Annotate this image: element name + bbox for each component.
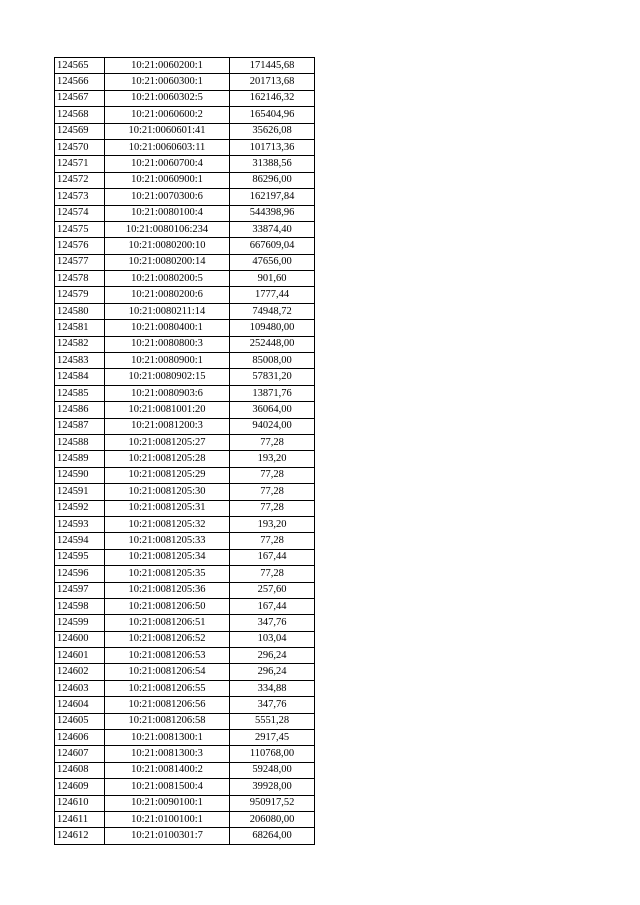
row-number-cell: 124579: [55, 287, 105, 303]
row-number-cell: 124596: [55, 566, 105, 582]
cadastral-number-cell: 10:21:0081206:51: [105, 615, 230, 631]
table-row: [55, 811, 315, 827]
amount-cell: 193,20: [230, 516, 315, 532]
amount-cell: 57831,20: [230, 369, 315, 385]
table-row: [55, 746, 315, 762]
amount-cell: 544398,96: [230, 205, 315, 221]
row-number-cell: 124575: [55, 221, 105, 237]
table-row: [55, 172, 315, 188]
table-row: [55, 779, 315, 795]
cadastral-number-cell: 10:21:0081206:52: [105, 631, 230, 647]
cadastral-number-cell: 10:21:0080900:1: [105, 353, 230, 369]
cadastral-number-cell: 10:21:0080200:14: [105, 254, 230, 270]
amount-cell: 109480,00: [230, 320, 315, 336]
table-row: [55, 451, 315, 467]
amount-cell: 77,28: [230, 533, 315, 549]
amount-cell: 68264,00: [230, 828, 315, 844]
amount-cell: 33874,40: [230, 221, 315, 237]
row-number-cell: 124587: [55, 418, 105, 434]
amount-cell: 162146,32: [230, 90, 315, 106]
row-number-cell: 124607: [55, 746, 105, 762]
row-number-cell: 124595: [55, 549, 105, 565]
amount-cell: 950917,52: [230, 795, 315, 811]
cadastral-number-cell: 10:21:0081205:36: [105, 582, 230, 598]
amount-cell: 162197,84: [230, 189, 315, 205]
row-number-cell: 124601: [55, 648, 105, 664]
amount-cell: 77,28: [230, 500, 315, 516]
amount-cell: 94024,00: [230, 418, 315, 434]
row-number-cell: 124586: [55, 402, 105, 418]
table-row: [55, 303, 315, 319]
cadastral-number-cell: 10:21:0081205:28: [105, 451, 230, 467]
table-row: [55, 680, 315, 696]
amount-cell: 252448,00: [230, 336, 315, 352]
table-row: [55, 500, 315, 516]
table-body: [55, 58, 315, 845]
row-number-cell: 124568: [55, 107, 105, 123]
table-row: [55, 221, 315, 237]
row-number-cell: 124594: [55, 533, 105, 549]
row-number-cell: 124611: [55, 811, 105, 827]
amount-cell: 296,24: [230, 648, 315, 664]
row-number-cell: 124597: [55, 582, 105, 598]
cadastral-number-cell: 10:21:0081205:31: [105, 500, 230, 516]
amount-cell: 103,04: [230, 631, 315, 647]
amount-cell: 13871,76: [230, 385, 315, 401]
table-row: [55, 828, 315, 844]
row-number-cell: 124608: [55, 762, 105, 778]
table-row: [55, 238, 315, 254]
table-row: [55, 418, 315, 434]
table-row: [55, 74, 315, 90]
table-row: [55, 369, 315, 385]
table-row: [55, 566, 315, 582]
cadastral-number-cell: 10:21:0100100:1: [105, 811, 230, 827]
cadastral-number-cell: 10:21:0081205:32: [105, 516, 230, 532]
row-number-cell: 124574: [55, 205, 105, 221]
row-number-cell: 124610: [55, 795, 105, 811]
amount-cell: 35626,08: [230, 123, 315, 139]
cadastral-number-cell: 10:21:0080902:15: [105, 369, 230, 385]
row-number-cell: 124598: [55, 598, 105, 614]
amount-cell: 2917,45: [230, 730, 315, 746]
cadastral-number-cell: 10:21:0081400:2: [105, 762, 230, 778]
table-row: [55, 762, 315, 778]
amount-cell: 206080,00: [230, 811, 315, 827]
table-row: [55, 516, 315, 532]
row-number-cell: 124573: [55, 189, 105, 205]
row-number-cell: 124584: [55, 369, 105, 385]
table-row: [55, 713, 315, 729]
cadastral-number-cell: 10:21:0081205:29: [105, 467, 230, 483]
cadastral-number-cell: 10:21:0081500:4: [105, 779, 230, 795]
cadastral-number-cell: 10:21:0081205:34: [105, 549, 230, 565]
amount-cell: 5551,28: [230, 713, 315, 729]
table-row: [55, 533, 315, 549]
table-row: [55, 205, 315, 221]
cadastral-number-cell: 10:21:0080200:5: [105, 271, 230, 287]
table-row: [55, 631, 315, 647]
amount-cell: 257,60: [230, 582, 315, 598]
cadastral-number-cell: 10:21:0100301:7: [105, 828, 230, 844]
table-row: [55, 139, 315, 155]
cadastral-number-cell: 10:21:0081206:58: [105, 713, 230, 729]
row-number-cell: 124576: [55, 238, 105, 254]
amount-cell: 31388,56: [230, 156, 315, 172]
row-number-cell: 124567: [55, 90, 105, 106]
cadastral-number-cell: 10:21:0081300:1: [105, 730, 230, 746]
cadastral-number-cell: 10:21:0081205:33: [105, 533, 230, 549]
row-number-cell: 124602: [55, 664, 105, 680]
cadastral-number-cell: 10:21:0081206:56: [105, 697, 230, 713]
cadastral-number-cell: 10:21:0080800:3: [105, 336, 230, 352]
row-number-cell: 124589: [55, 451, 105, 467]
amount-cell: 77,28: [230, 566, 315, 582]
amount-cell: 85008,00: [230, 353, 315, 369]
row-number-cell: 124572: [55, 172, 105, 188]
cadastral-number-cell: 10:21:0081001:20: [105, 402, 230, 418]
row-number-cell: 124566: [55, 74, 105, 90]
row-number-cell: 124599: [55, 615, 105, 631]
amount-cell: 77,28: [230, 484, 315, 500]
amount-cell: 193,20: [230, 451, 315, 467]
amount-cell: 165404,96: [230, 107, 315, 123]
table-row: [55, 107, 315, 123]
cadastral-number-cell: 10:21:0081200:3: [105, 418, 230, 434]
cadastral-number-cell: 10:21:0090100:1: [105, 795, 230, 811]
amount-cell: 296,24: [230, 664, 315, 680]
amount-cell: 901,60: [230, 271, 315, 287]
row-number-cell: 124590: [55, 467, 105, 483]
cadastral-number-cell: 10:21:0081205:27: [105, 434, 230, 450]
cadastral-number-cell: 10:21:0080200:10: [105, 238, 230, 254]
table-row: [55, 385, 315, 401]
cadastral-number-cell: 10:21:0081206:50: [105, 598, 230, 614]
row-number-cell: 124603: [55, 680, 105, 696]
table-row: [55, 730, 315, 746]
cadastral-number-cell: 10:21:0060200:1: [105, 58, 230, 74]
table-row: [55, 189, 315, 205]
cadastral-number-cell: 10:21:0081205:35: [105, 566, 230, 582]
row-number-cell: 124593: [55, 516, 105, 532]
amount-cell: 74948,72: [230, 303, 315, 319]
amount-cell: 39928,00: [230, 779, 315, 795]
amount-cell: 201713,68: [230, 74, 315, 90]
amount-cell: 167,44: [230, 549, 315, 565]
amount-cell: 86296,00: [230, 172, 315, 188]
amount-cell: 47656,00: [230, 254, 315, 270]
table-row: [55, 58, 315, 74]
table-row: [55, 598, 315, 614]
amount-cell: 110768,00: [230, 746, 315, 762]
table-row: [55, 320, 315, 336]
amount-cell: 77,28: [230, 467, 315, 483]
amount-cell: 347,76: [230, 697, 315, 713]
row-number-cell: 124592: [55, 500, 105, 516]
cadastral-number-cell: 10:21:0080100:4: [105, 205, 230, 221]
row-number-cell: 124612: [55, 828, 105, 844]
amount-cell: 171445,68: [230, 58, 315, 74]
row-number-cell: 124565: [55, 58, 105, 74]
row-number-cell: 124588: [55, 434, 105, 450]
table-row: [55, 287, 315, 303]
table-row: [55, 664, 315, 680]
amount-cell: 59248,00: [230, 762, 315, 778]
row-number-cell: 124577: [55, 254, 105, 270]
row-number-cell: 124605: [55, 713, 105, 729]
amount-cell: 36064,00: [230, 402, 315, 418]
cadastral-number-cell: 10:21:0060600:2: [105, 107, 230, 123]
table-row: [55, 484, 315, 500]
table-row: [55, 353, 315, 369]
cadastral-number-cell: 10:21:0080200:6: [105, 287, 230, 303]
data-table: [54, 57, 315, 845]
cadastral-number-cell: 10:21:0081300:3: [105, 746, 230, 762]
row-number-cell: 124600: [55, 631, 105, 647]
table-row: [55, 90, 315, 106]
cadastral-number-cell: 10:21:0070300:6: [105, 189, 230, 205]
row-number-cell: 124606: [55, 730, 105, 746]
row-number-cell: 124604: [55, 697, 105, 713]
amount-cell: 347,76: [230, 615, 315, 631]
cadastral-number-cell: 10:21:0060601:41: [105, 123, 230, 139]
cadastral-number-cell: 10:21:0080106:234: [105, 221, 230, 237]
row-number-cell: 124609: [55, 779, 105, 795]
cadastral-number-cell: 10:21:0080903:6: [105, 385, 230, 401]
cadastral-number-cell: 10:21:0060900:1: [105, 172, 230, 188]
table-row: [55, 582, 315, 598]
row-number-cell: 124581: [55, 320, 105, 336]
row-number-cell: 124583: [55, 353, 105, 369]
table-row: [55, 549, 315, 565]
table-row: [55, 123, 315, 139]
row-number-cell: 124571: [55, 156, 105, 172]
cadastral-number-cell: 10:21:0081205:30: [105, 484, 230, 500]
table-row: [55, 254, 315, 270]
cadastral-number-cell: 10:21:0060300:1: [105, 74, 230, 90]
cadastral-number-cell: 10:21:0080211:14: [105, 303, 230, 319]
cadastral-number-cell: 10:21:0060700:4: [105, 156, 230, 172]
amount-cell: 101713,36: [230, 139, 315, 155]
row-number-cell: 124570: [55, 139, 105, 155]
table-row: [55, 156, 315, 172]
amount-cell: 1777,44: [230, 287, 315, 303]
table-row: [55, 271, 315, 287]
table-row: [55, 795, 315, 811]
amount-cell: 167,44: [230, 598, 315, 614]
table-row: [55, 467, 315, 483]
row-number-cell: 124585: [55, 385, 105, 401]
cadastral-number-cell: 10:21:0081206:55: [105, 680, 230, 696]
row-number-cell: 124578: [55, 271, 105, 287]
cadastral-number-cell: 10:21:0080400:1: [105, 320, 230, 336]
row-number-cell: 124569: [55, 123, 105, 139]
cadastral-number-cell: 10:21:0060302:5: [105, 90, 230, 106]
table-row: [55, 697, 315, 713]
row-number-cell: 124580: [55, 303, 105, 319]
cadastral-number-cell: 10:21:0060603:11: [105, 139, 230, 155]
table-row: [55, 648, 315, 664]
row-number-cell: 124582: [55, 336, 105, 352]
table-row: [55, 402, 315, 418]
table-row: [55, 336, 315, 352]
table-row: [55, 434, 315, 450]
cadastral-number-cell: 10:21:0081206:54: [105, 664, 230, 680]
row-number-cell: 124591: [55, 484, 105, 500]
amount-cell: 667609,04: [230, 238, 315, 254]
table-row: [55, 615, 315, 631]
amount-cell: 334,88: [230, 680, 315, 696]
cadastral-number-cell: 10:21:0081206:53: [105, 648, 230, 664]
amount-cell: 77,28: [230, 434, 315, 450]
